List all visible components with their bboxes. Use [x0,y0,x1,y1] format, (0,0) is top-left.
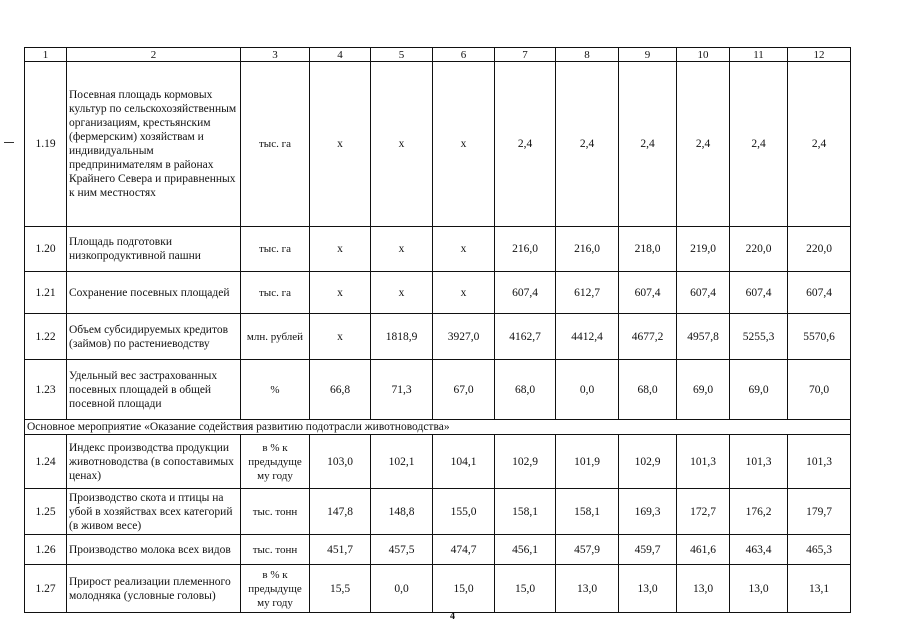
value-cell: х [310,272,371,314]
row-number: 1.26 [25,535,67,565]
value-cell: 4162,7 [495,314,556,360]
row-number: 1.27 [25,565,67,613]
row-number: 1.23 [25,360,67,420]
unit-cell: тыс. га [241,227,310,272]
value-cell: 607,4 [788,272,851,314]
section-row [25,420,851,435]
section-title: Основное мероприятие «Оказание содействия развитию подотрасли животноводства» [25,420,851,435]
value-cell: 5570,6 [788,314,851,360]
table-row [25,565,851,613]
value-cell: 158,1 [495,489,556,535]
value-cell: 102,9 [495,435,556,489]
value-cell: х [433,272,495,314]
row-number: 1.25 [25,489,67,535]
value-cell: х [310,227,371,272]
value-cell: 607,4 [677,272,730,314]
value-cell: 463,4 [730,535,788,565]
value-cell: 13,0 [556,565,619,613]
value-cell: 0,0 [556,360,619,420]
value-cell: 68,0 [495,360,556,420]
value-cell: 465,3 [788,535,851,565]
value-cell: 474,7 [433,535,495,565]
value-cell: 66,8 [310,360,371,420]
value-cell: 101,3 [788,435,851,489]
value-cell: 102,9 [619,435,677,489]
indicator-name: Производство молока всех видов [67,535,241,565]
value-cell: 219,0 [677,227,730,272]
value-cell: 220,0 [788,227,851,272]
column-number: 6 [433,48,495,62]
indicator-name: Прирост реализации племенного молодняка (условные головы) [67,565,241,613]
value-cell: 457,5 [371,535,433,565]
value-cell: 461,6 [677,535,730,565]
unit-cell: тыс. тонн [241,489,310,535]
value-cell: 2,4 [730,62,788,227]
indicator-name: Площадь подготовки низкопродуктивной пашни [67,227,241,272]
value-cell: 155,0 [433,489,495,535]
value-cell: 4957,8 [677,314,730,360]
value-cell: 148,8 [371,489,433,535]
value-cell: 68,0 [619,360,677,420]
indicators-table [24,47,851,613]
indicator-name: Индекс производства продукции животноводства (в сопоставимых ценах) [67,435,241,489]
value-cell: 15,5 [310,565,371,613]
unit-cell: тыс. га [241,62,310,227]
value-cell: 2,4 [677,62,730,227]
column-number: 12 [788,48,851,62]
table-row [25,62,851,227]
value-cell: х [371,227,433,272]
row-number: 1.22 [25,314,67,360]
indicator-name: Удельный вес застрахованных посевных площадей в общей посевной площади [67,360,241,420]
value-cell: 451,7 [310,535,371,565]
value-cell: 104,1 [433,435,495,489]
column-number: 8 [556,48,619,62]
value-cell: 457,9 [556,535,619,565]
value-cell: 0,0 [371,565,433,613]
value-cell: 102,1 [371,435,433,489]
value-cell: 216,0 [556,227,619,272]
value-cell: 3927,0 [433,314,495,360]
column-number: 5 [371,48,433,62]
column-number: 9 [619,48,677,62]
row-number: 1.21 [25,272,67,314]
value-cell: 216,0 [495,227,556,272]
column-number: 1 [25,48,67,62]
value-cell: 147,8 [310,489,371,535]
indicator-name: Производство скота и птицы на убой в хозяйствах всех категорий (в живом весе) [67,489,241,535]
value-cell: х [371,272,433,314]
value-cell: 13,0 [730,565,788,613]
indicator-name: Объем субсидируемых кредитов (займов) по растениеводству [67,314,241,360]
column-number: 7 [495,48,556,62]
unit-cell: тыс. тонн [241,535,310,565]
value-cell: 69,0 [677,360,730,420]
unit-cell: % [241,360,310,420]
column-number: 2 [67,48,241,62]
column-number: 10 [677,48,730,62]
unit-cell: млн. рублей [241,314,310,360]
value-cell: х [310,62,371,227]
unit-cell: в % к предыдуще му году [241,435,310,489]
unit-cell: тыс. га [241,272,310,314]
value-cell: 4412,4 [556,314,619,360]
table-row [25,227,851,272]
value-cell: 607,4 [730,272,788,314]
value-cell: 15,0 [495,565,556,613]
value-cell: 169,3 [619,489,677,535]
value-cell: 69,0 [730,360,788,420]
table-row [25,314,851,360]
table-row [25,535,851,565]
value-cell: 2,4 [788,62,851,227]
unit-cell: в % к предыдуще му году [241,565,310,613]
column-number: 3 [241,48,310,62]
value-cell: 103,0 [310,435,371,489]
value-cell: 101,9 [556,435,619,489]
margin-mark [4,142,14,143]
column-number: 11 [730,48,788,62]
table-row [25,360,851,420]
value-cell: 158,1 [556,489,619,535]
value-cell: 101,3 [677,435,730,489]
table-row [25,489,851,535]
value-cell: 13,1 [788,565,851,613]
value-cell: 179,7 [788,489,851,535]
value-cell: 70,0 [788,360,851,420]
value-cell: 71,3 [371,360,433,420]
indicator-name: Сохранение посевных площадей [67,272,241,314]
value-cell: 13,0 [677,565,730,613]
value-cell: 218,0 [619,227,677,272]
value-cell: 612,7 [556,272,619,314]
value-cell: 5255,3 [730,314,788,360]
value-cell: 2,4 [556,62,619,227]
value-cell: 15,0 [433,565,495,613]
value-cell: 607,4 [619,272,677,314]
value-cell: 13,0 [619,565,677,613]
value-cell: 456,1 [495,535,556,565]
value-cell: 459,7 [619,535,677,565]
page-number: 4 [450,611,455,622]
value-cell: 4677,2 [619,314,677,360]
value-cell: х [433,62,495,227]
row-number: 1.20 [25,227,67,272]
table-row [25,435,851,489]
value-cell: 67,0 [433,360,495,420]
value-cell: 2,4 [619,62,677,227]
value-cell: 176,2 [730,489,788,535]
value-cell: х [310,314,371,360]
value-cell: 220,0 [730,227,788,272]
value-cell: 101,3 [730,435,788,489]
value-cell: 2,4 [495,62,556,227]
column-number: 4 [310,48,371,62]
value-cell: 172,7 [677,489,730,535]
header-row [25,48,851,62]
value-cell: х [433,227,495,272]
table-body [25,48,851,613]
value-cell: х [371,62,433,227]
indicator-name: Посевная площадь кормовых культур по сельскохозяйственным организациям, крестьянским (фермерским) хозяйствам и индивидуальным предпринимателям в районах Крайнего Севера и приравненных к ним местностях [67,62,241,227]
value-cell: 607,4 [495,272,556,314]
value-cell: 1818,9 [371,314,433,360]
table-row [25,272,851,314]
row-number: 1.24 [25,435,67,489]
row-number: 1.19 [25,62,67,227]
